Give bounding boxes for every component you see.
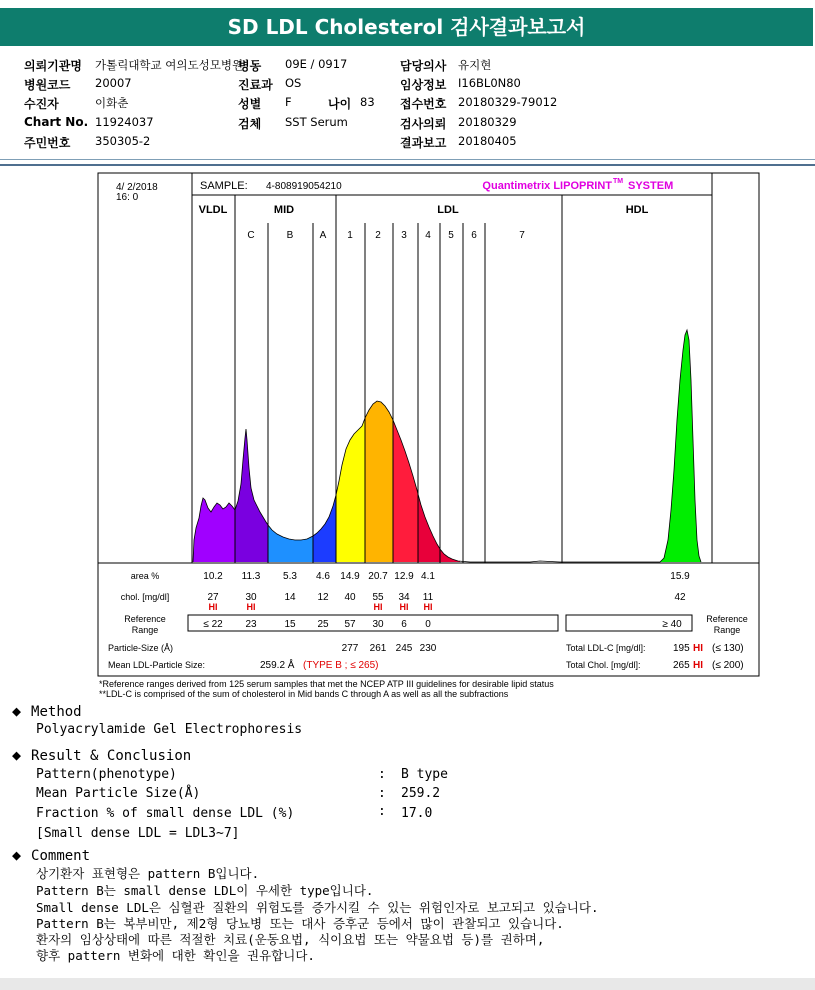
group-label-vldl: VLDL	[198, 204, 228, 216]
result-label: Pattern(phenotype)	[36, 767, 177, 782]
mean-size-value: 259.2 Å	[260, 660, 295, 671]
total-chol-range: (≤ 200)	[712, 660, 744, 671]
result-value: B type	[401, 767, 448, 782]
result-heading-text: Result & Conclusion	[31, 748, 192, 764]
hi-flag: HI	[246, 602, 256, 612]
comment-line: 향후 pattern 변화에 대한 확인을 권유합니다.	[36, 948, 315, 963]
chol-value: 27	[207, 592, 219, 603]
ref-value: 15	[284, 619, 296, 630]
footer-bar	[0, 978, 815, 990]
comment-line: Pattern B는 복부비만, 제2형 당뇨병 또는 대사 증후군 등에서 많이 관찰되고 있습니다.	[36, 916, 564, 931]
info-value: 유지현	[458, 58, 492, 72]
info-value: 20180405	[458, 134, 517, 148]
hi-flag: HI	[423, 602, 433, 612]
chart-time: 16: 0	[116, 192, 139, 203]
diamond-icon: ◆	[12, 846, 22, 864]
area-value: 20.7	[368, 571, 388, 582]
info-value: 20007	[95, 76, 132, 90]
band-label-A: A	[319, 230, 327, 241]
result-value: 17.0	[401, 806, 433, 821]
footnote: **LDL-C is comprised of the sum of cholesterol in Mid bands C through A as well as all the subfractions	[99, 689, 509, 699]
info-value: 09E / 0917	[285, 57, 348, 71]
result-sep: :	[378, 804, 386, 819]
sample-label: SAMPLE:	[200, 180, 248, 192]
hi-flag: HI	[373, 602, 383, 612]
result-value: 259.2	[401, 786, 441, 801]
band-label-3: 3	[401, 230, 407, 241]
brand: Quantimetrix LIPOPRINT	[482, 180, 612, 192]
total-ldl-flag: HI	[693, 643, 703, 654]
ref-value: 30	[372, 619, 384, 630]
band-label-B: B	[286, 230, 294, 241]
info-label: 임상정보	[400, 78, 447, 92]
info-value: 이화춘	[95, 96, 129, 110]
method-text: Polyacrylamide Gel Electrophoresis	[36, 722, 303, 737]
total-ldl-label: Total LDL-C [mg/dl]:	[566, 643, 646, 653]
info-label: 수진자	[24, 97, 59, 111]
area-value: 4.6	[316, 571, 330, 582]
area-value: 14.9	[340, 571, 360, 582]
row-label-mean: Mean LDL-Particle Size:	[108, 660, 206, 670]
info-value: I16BL0N80	[458, 76, 521, 90]
info-label: 결과보고	[400, 136, 447, 150]
result-label: Fraction % of small dense LDL (%)	[36, 806, 295, 821]
row-label-ref: Range	[131, 625, 159, 635]
comment-heading	[12, 846, 90, 864]
info-label: 담당의사	[400, 59, 447, 73]
diamond-icon: ◆	[12, 702, 22, 720]
result-label: Mean Particle Size(Å)	[36, 786, 201, 801]
band-label-5: 5	[448, 230, 454, 241]
report-title: SD LDL Cholesterol 검사결과보고서	[0, 8, 813, 46]
chol-value: 12	[317, 592, 329, 603]
band-label-C: C	[247, 230, 255, 241]
ref-value: 0	[425, 619, 431, 630]
ref-value: 23	[245, 619, 257, 630]
area-ldl2	[365, 401, 393, 562]
brand-tm: TM	[613, 178, 624, 185]
info-label: 의뢰기관명	[24, 59, 82, 73]
info-value: 83	[360, 95, 375, 109]
mean-type: (TYPE B ; ≤ 265)	[303, 660, 379, 671]
total-chol-label: Total Chol. [mg/dl]:	[566, 660, 641, 670]
result-heading	[12, 746, 191, 764]
particle-size-value: 277	[341, 643, 359, 654]
footnote: *Reference ranges derived from 125 serum samples that met the NCEP ATP III guidelines for desirable lipid status	[99, 679, 554, 689]
info-label: Chart No.	[24, 115, 89, 129]
hi-flag: HI	[399, 602, 409, 612]
row-label-ref-right: Reference	[706, 614, 748, 624]
comment-line: Small dense LDL은 심혈관 질환의 위험도를 증가시킬 수 있는 위험인자로 보고되고 있습니다.	[36, 900, 599, 915]
info-value: 11924037	[95, 115, 154, 129]
info-value: F	[285, 95, 292, 109]
row-label-area: area %	[130, 571, 160, 581]
band-label-6: 6	[471, 230, 477, 241]
info-value: OS	[285, 76, 302, 90]
row-label-ref-right: Range	[713, 625, 741, 635]
area-value: 4.1	[421, 571, 435, 582]
area-value: 10.2	[203, 571, 223, 582]
chol-value: 55	[372, 592, 384, 603]
ref-value: 25	[317, 619, 329, 630]
band-label-2: 2	[375, 230, 381, 241]
brand-system: SYSTEM	[628, 180, 674, 192]
info-value: 350305-2	[95, 134, 151, 148]
band-label-7: 7	[519, 230, 525, 241]
result-sep: :	[378, 786, 386, 801]
group-label-hdl: HDL	[625, 204, 649, 216]
band-label-4: 4	[425, 230, 431, 241]
row-label-chol: chol. [mg/dl]	[120, 592, 170, 602]
band-label-1: 1	[347, 230, 353, 241]
info-label: 진료과	[238, 78, 273, 92]
particle-size-value: 245	[395, 643, 413, 654]
particle-size-value: 261	[369, 643, 387, 654]
method-heading	[12, 702, 82, 720]
total-ldl-value: 195	[673, 643, 690, 654]
group-label-mid: MID	[273, 204, 295, 216]
chol-value: 42	[674, 592, 686, 603]
total-chol-flag: HI	[693, 660, 703, 671]
info-label: 병동	[238, 59, 262, 73]
area-value: 11.3	[241, 571, 261, 582]
sample-id: 4-808919054210	[266, 181, 342, 192]
result-sep: :	[378, 767, 386, 782]
info-label: 나이	[328, 97, 352, 111]
method-heading-text: Method	[31, 704, 82, 720]
result-note: [Small dense LDL = LDL3~7]	[36, 826, 240, 841]
info-label: 접수번호	[400, 97, 447, 111]
info-label: 검사의뢰	[400, 117, 447, 131]
row-label-psize: Particle-Size (Å)	[108, 643, 174, 653]
info-label: 주민번호	[24, 136, 71, 150]
row-label-ref: Reference	[124, 614, 166, 624]
ref-hdl-value: ≥ 40	[662, 619, 682, 630]
ref-value: 6	[401, 619, 407, 630]
comment-heading-text: Comment	[31, 848, 91, 864]
chol-value: 11	[422, 592, 434, 603]
area-value: 5.3	[283, 571, 297, 582]
info-value: 가톨릭대학교 여의도성모병원	[95, 58, 244, 72]
chol-value: 40	[344, 592, 356, 603]
comment-line: 상기환자 표현형은 pattern B입니다.	[36, 866, 260, 881]
particle-size-value: 230	[419, 643, 437, 654]
area-value: 12.9	[394, 571, 414, 582]
chart-date: 4/ 2/2018	[116, 182, 158, 193]
ref-value: ≤ 22	[203, 619, 223, 630]
info-label: 검체	[238, 117, 262, 131]
group-label-ldl: LDL	[437, 204, 459, 216]
hi-flag: HI	[208, 602, 218, 612]
chol-value: 14	[284, 592, 296, 603]
total-chol-value: 265	[673, 660, 690, 671]
diamond-icon: ◆	[12, 746, 22, 764]
info-label: 병원코드	[24, 78, 71, 92]
total-ldl-range: (≤ 130)	[712, 643, 744, 654]
chol-value: 30	[245, 592, 257, 603]
comment-line: 환자의 임상상태에 따른 적절한 치료(운동요법, 식이요법 또는 약물요법 등)를 권하며,	[36, 932, 545, 947]
info-value: 20180329-79012	[458, 95, 558, 109]
comment-line: Pattern B는 small dense LDL이 우세한 type입니다.	[36, 883, 374, 898]
info-value: SST Serum	[285, 115, 348, 129]
info-label: 성별	[238, 97, 262, 111]
area-value: 15.9	[670, 571, 690, 582]
info-value: 20180329	[458, 115, 517, 129]
chol-value: 34	[398, 592, 410, 603]
ref-value: 57	[344, 619, 356, 630]
